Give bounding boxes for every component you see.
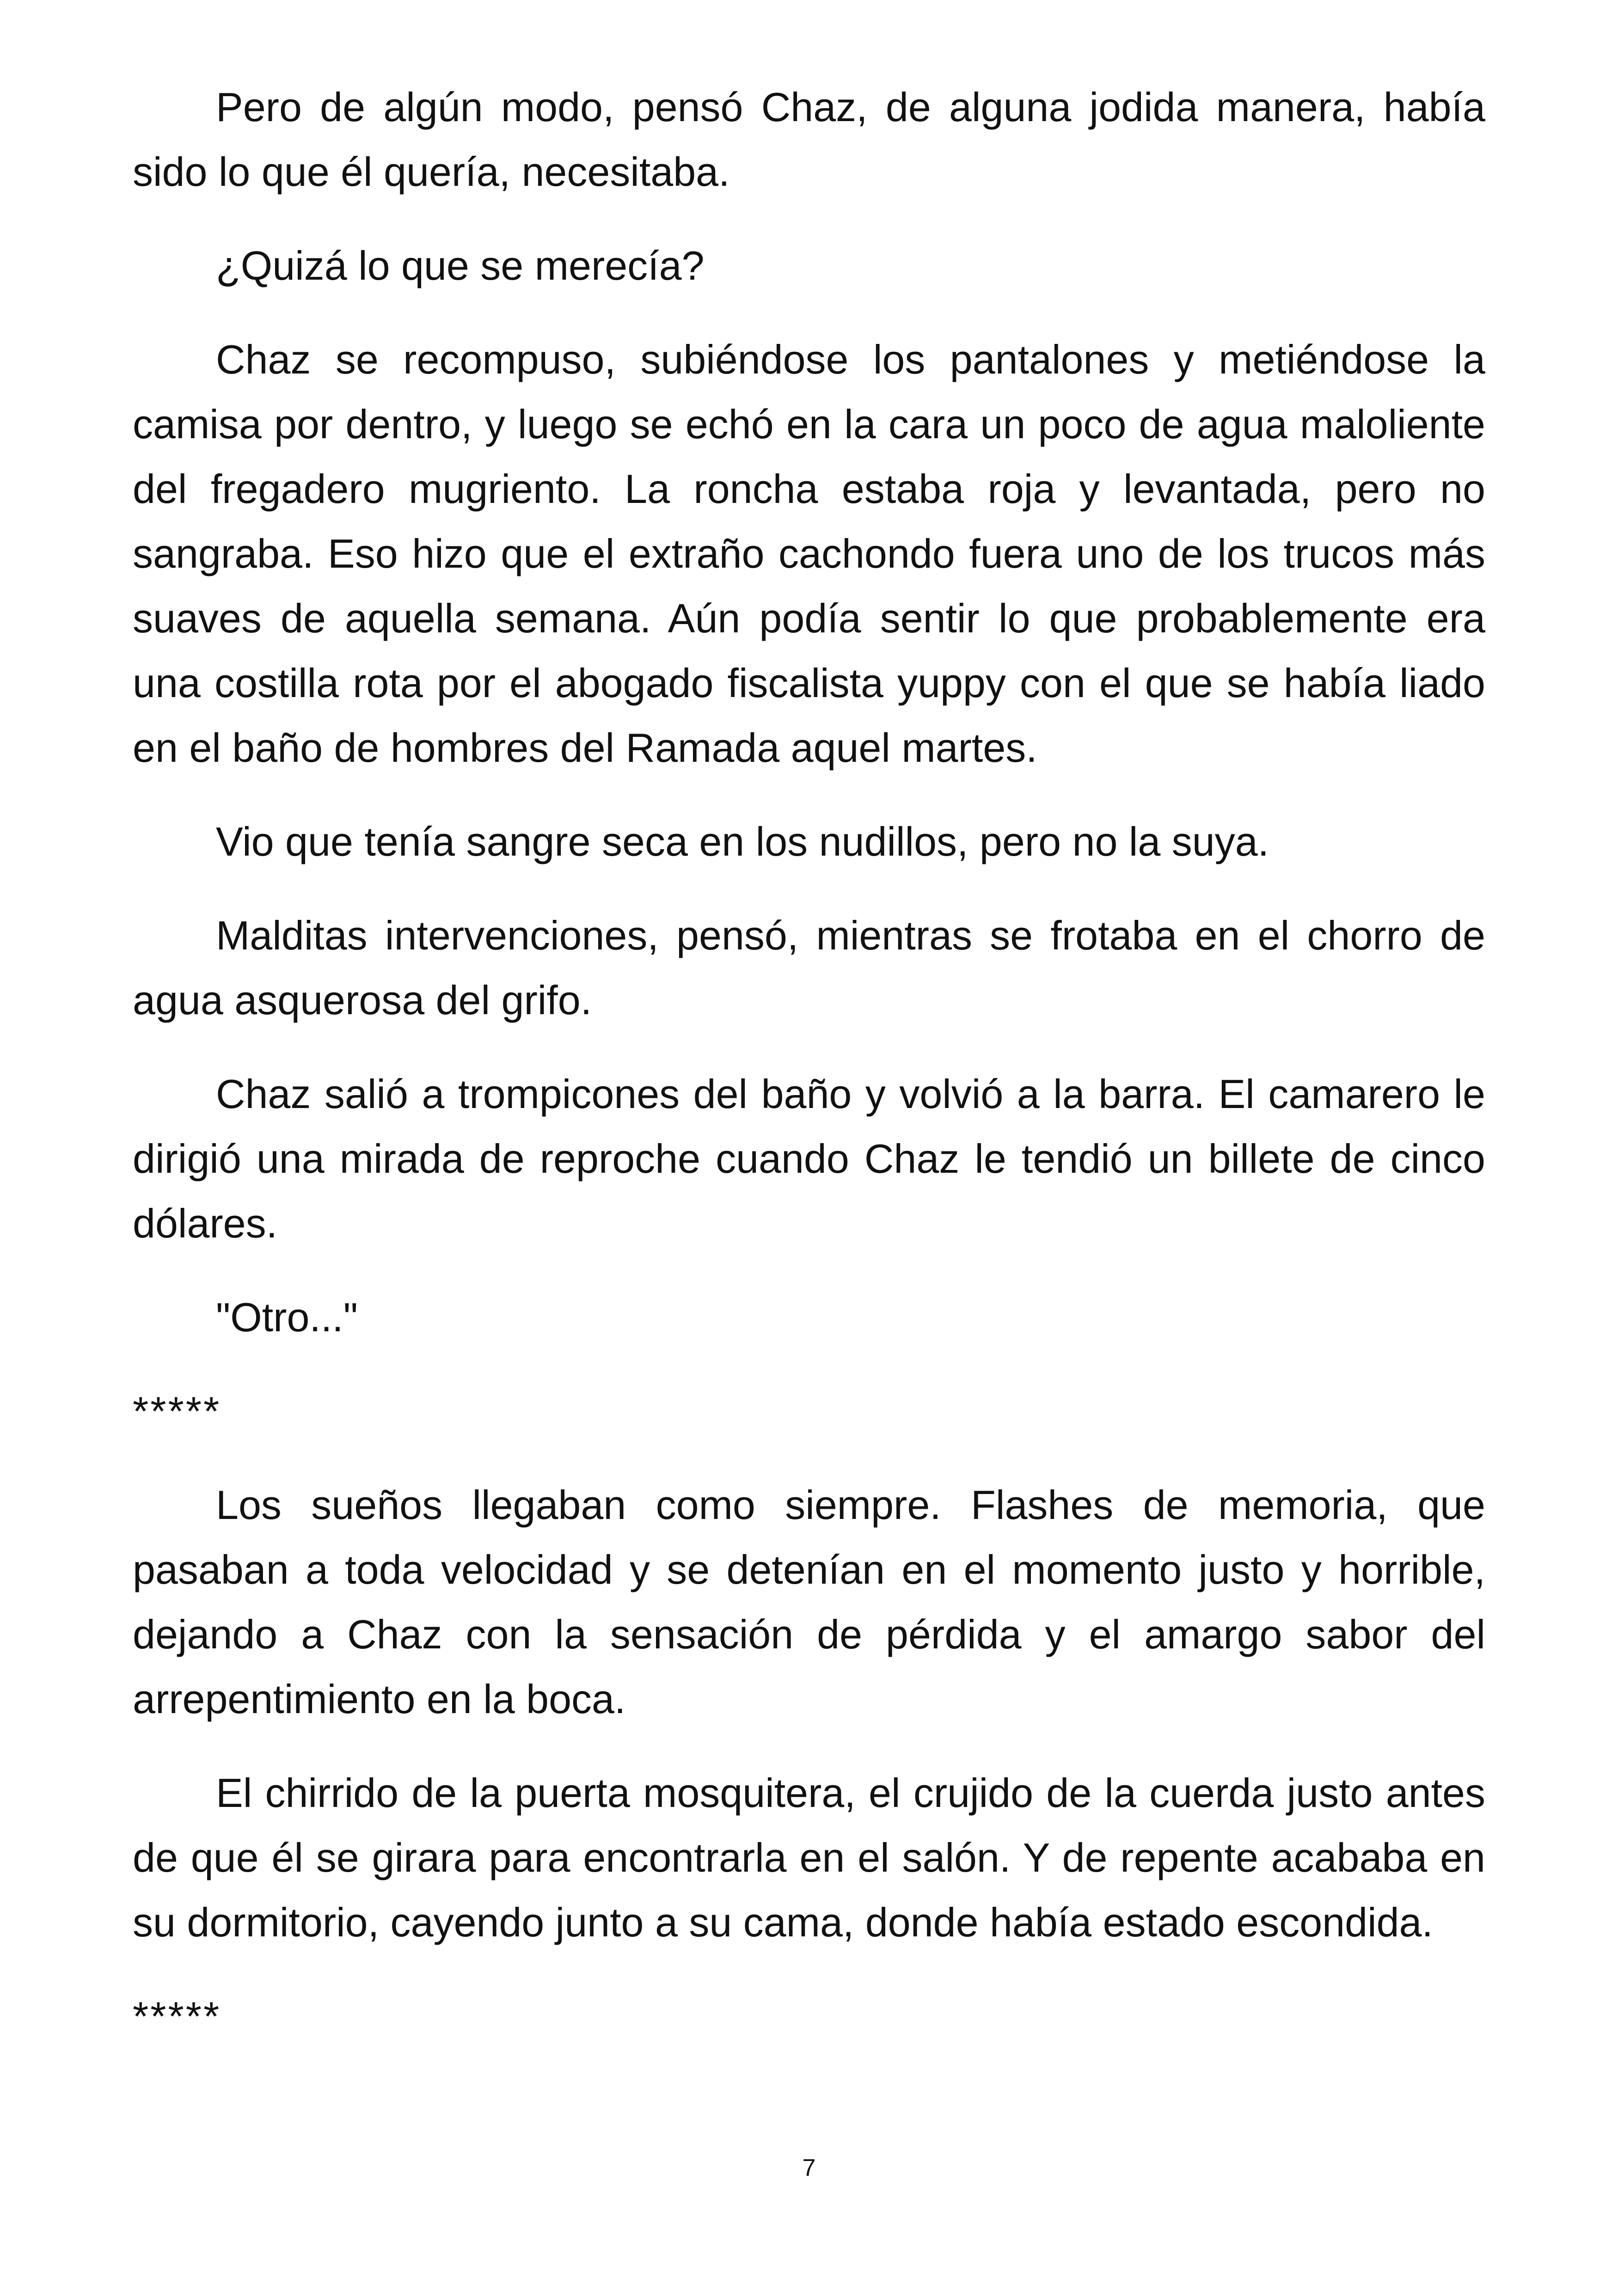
body-text bbox=[133, 75, 1485, 2078]
paragraph: Pero de algún modo, pensó Chaz, de alguna jodida manera, había sido lo que él quería, necesitaba. bbox=[133, 84, 1485, 195]
paragraph: Vio que tenía sangre seca en los nudillos, pero no la suya. bbox=[216, 819, 1269, 864]
scene-separator: ***** bbox=[133, 1993, 221, 2039]
page-number: 7 bbox=[802, 2155, 816, 2181]
scene-separator: ***** bbox=[133, 1388, 221, 1434]
paragraph: Chaz salió a trompicones del baño y volvió a la barra. El camarero le dirigió una mirada de reproche cuando Chaz le tendió un billete de cinco dólares. bbox=[133, 1071, 1485, 1246]
paragraph: ¿Quizá lo que se merecía? bbox=[216, 243, 705, 288]
paragraph: Malditas intervenciones, pensó, mientras se frotaba en el chorro de agua asquerosa del grifo. bbox=[133, 912, 1485, 1023]
paragraph: El chirrido de la puerta mosquitera, el crujido de la cuerda justo antes de que él se girara para encontrarla en el salón. Y de repente acababa en su dormitorio, cayendo junto a su cama, donde había estado escondida. bbox=[133, 1770, 1485, 1945]
paragraph: "Otro..." bbox=[216, 1294, 358, 1340]
paragraph: Chaz se recompuso, subiéndose los pantalones y metiéndose la camisa por dentro, y luego se echó en la cara un poco de agua maloliente del fregadero mugriento. La roncha estaba roja y levantada, pero no sangraba. Eso hizo que el extraño cachondo fuera uno de los trucos más suaves de aquella semana. Aún podía sentir lo que probablemente era una costilla rota por el abogado fiscalista yuppy con el que se había liado en el baño de hombres del Ramada aquel martes. bbox=[133, 337, 1485, 771]
paragraph: Los sueños llegaban como siempre. Flashes de memoria, que pasaban a toda velocidad y se detenían en el momento justo y horrible, dejando a Chaz con la sensación de pérdida y el amargo sabor del arrepentimiento en la boca. bbox=[133, 1482, 1485, 1722]
